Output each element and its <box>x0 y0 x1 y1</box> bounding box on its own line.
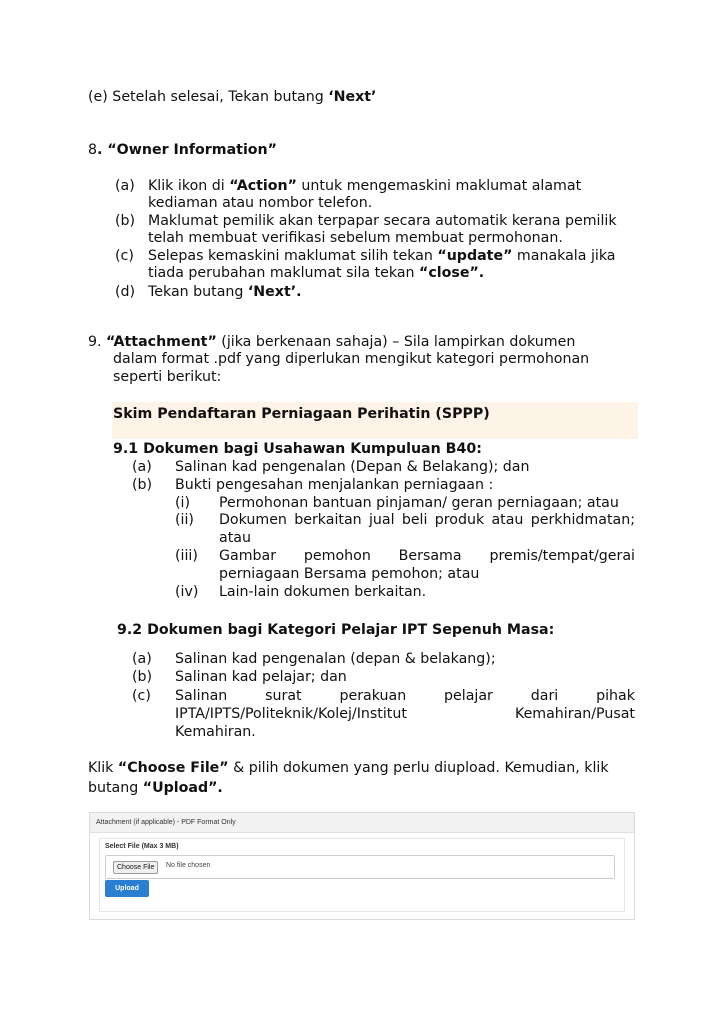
sub-92-title: 9.2 Dokumen bagi Kategori Pelajar IPT Sepenuh Masa: <box>117 622 555 638</box>
scheme-title: Skim Pendaftaran Perniagaan Perihatin (SPPP) <box>113 406 490 422</box>
bold-text: “close”. <box>419 265 485 281</box>
word: Bersama <box>398 548 462 564</box>
section-8-a-line2: kediaman atau nombor telefon. <box>148 195 373 211</box>
sub-92-c-line3: Kemahiran. <box>175 724 256 740</box>
word: pihak <box>596 688 635 704</box>
bold-text: “Action” <box>229 178 297 194</box>
bold-text: “Upload”. <box>142 780 223 796</box>
section-8-c-line2 <box>148 265 484 282</box>
upload-button[interactable]: Upload <box>105 880 149 897</box>
section-9-number: 9. <box>88 334 107 350</box>
sub-91-title: 9.1 Dokumen bagi Usahawan Kumpuluan B40: <box>113 441 482 457</box>
sub-91-ii-marker: (ii) <box>175 512 194 528</box>
bold-text: “update” <box>437 248 513 264</box>
text: tiada perubahan maklumat sila tekan <box>148 265 420 281</box>
section-8-heading <box>88 142 277 159</box>
section-9-line2: dalam format .pdf yang diperlukan mengikut kategori permohonan <box>113 351 590 367</box>
section-8-a-marker: (a) <box>115 178 135 194</box>
section-9-line1 <box>88 334 575 351</box>
sub-92-c-line2 <box>175 706 635 723</box>
section-9-title: “Attachment” <box>106 334 217 350</box>
sub-91-a-marker: (a) <box>132 459 152 475</box>
step-e-bold: ‘Next’ <box>328 89 377 105</box>
text: & pilih dokumen yang perlu diupload. Kemudian, klik <box>228 760 609 776</box>
word: dari <box>530 688 559 704</box>
word: IPTA/IPTS/Politeknik/Kolej/Institut <box>175 706 407 722</box>
sub-91-iv-marker: (iv) <box>175 584 199 600</box>
text: Tekan butang <box>148 284 248 300</box>
section-8-d-line1 <box>148 284 302 301</box>
sub-91-iii-marker: (iii) <box>175 548 198 564</box>
text: Klik ikon di <box>148 178 230 194</box>
sub-91-iii-line2: perniagaan Bersama pemohon; atau <box>219 566 480 582</box>
word: Gambar <box>219 548 277 564</box>
file-input[interactable] <box>105 855 615 879</box>
sub-91-b-marker: (b) <box>132 477 153 493</box>
word: berkaitan <box>294 512 362 528</box>
attachment-panel <box>89 812 635 920</box>
sub-92-a-text: Salinan kad pengenalan (depan & belakang); <box>175 651 496 667</box>
instruction-line2 <box>88 780 223 797</box>
instruction-line1 <box>88 760 609 777</box>
word: pemohon <box>303 548 371 564</box>
word: perakuan <box>339 688 407 704</box>
sub-91-a-text: Salinan kad pengenalan (Depan & Belakang); dan <box>175 459 530 475</box>
word: surat <box>265 688 302 704</box>
word: premis/tempat/gerai <box>489 548 635 564</box>
sub-91-iv-text: Lain-lain dokumen berkaitan. <box>219 584 427 600</box>
text: Klik <box>88 760 118 776</box>
sub-91-i-text: Permohonan bantuan pinjaman/ geran perniagaan; atau <box>219 495 619 511</box>
sub-91-iii-line1 <box>219 548 635 565</box>
text: butang <box>88 780 143 796</box>
sub-92-b-marker: (b) <box>132 669 153 685</box>
sub-92-c-line1 <box>175 688 635 705</box>
sub-91-b-text: Bukti pengesahan menjalankan perniagaan : <box>175 477 494 493</box>
word: Salinan <box>175 688 228 704</box>
sub-92-b-text: Salinan kad pelajar; dan <box>175 669 347 685</box>
word: atau <box>491 512 524 528</box>
section-8-b-line1: Maklumat pemilik akan terpapar secara automatik kerana pemilik <box>148 213 617 229</box>
word: Kemahiran/Pusat <box>514 706 635 722</box>
attachment-form <box>99 838 625 912</box>
bold-text: ‘Next’. <box>247 284 302 300</box>
section-8-a-line1 <box>148 178 581 195</box>
section-8-b-marker: (b) <box>115 213 136 229</box>
section-8-c-marker: (c) <box>115 248 134 264</box>
section-8-b-line2: telah membuat verifikasi sebelum membuat permohonan. <box>148 230 563 246</box>
step-e <box>88 89 376 106</box>
word: perkhidmatan; <box>530 512 635 528</box>
sub-91-ii-line2: atau <box>219 530 251 546</box>
section-8-d-marker: (d) <box>115 284 136 300</box>
section-8-number: 8 <box>88 142 98 158</box>
text: (jika berkenaan sahaja) – Sila lampirkan dokumen <box>216 334 576 350</box>
sub-91-i-marker: (i) <box>175 495 191 511</box>
no-file-text: No file chosen <box>166 862 211 869</box>
bold-text: “Choose File” <box>117 760 229 776</box>
word: produk <box>434 512 485 528</box>
section-9-line3: seperti berikut: <box>113 369 222 385</box>
text: Selepas kemaskini maklumat silih tekan <box>148 248 438 264</box>
word: beli <box>401 512 428 528</box>
word: jual <box>368 512 395 528</box>
text: untuk mengemaskini maklumat alamat <box>296 178 582 194</box>
sub-92-a-marker: (a) <box>132 651 152 667</box>
word: Dokumen <box>219 512 287 528</box>
select-file-label: Select File (Max 3 MB) <box>105 843 179 850</box>
word: pelajar <box>444 688 493 704</box>
section-8-c-line1 <box>148 248 615 265</box>
attachment-panel-header: Attachment (if applicable) - PDF Format Only <box>90 813 634 833</box>
step-e-text: (e) Setelah selesai, Tekan butang <box>88 89 329 105</box>
text: manakala jika <box>512 248 616 264</box>
section-8-title: . “Owner Information” <box>97 142 277 158</box>
sub-91-ii-line1 <box>219 512 635 529</box>
sub-92-c-marker: (c) <box>132 688 151 704</box>
choose-file-button[interactable]: Choose File <box>113 861 158 874</box>
